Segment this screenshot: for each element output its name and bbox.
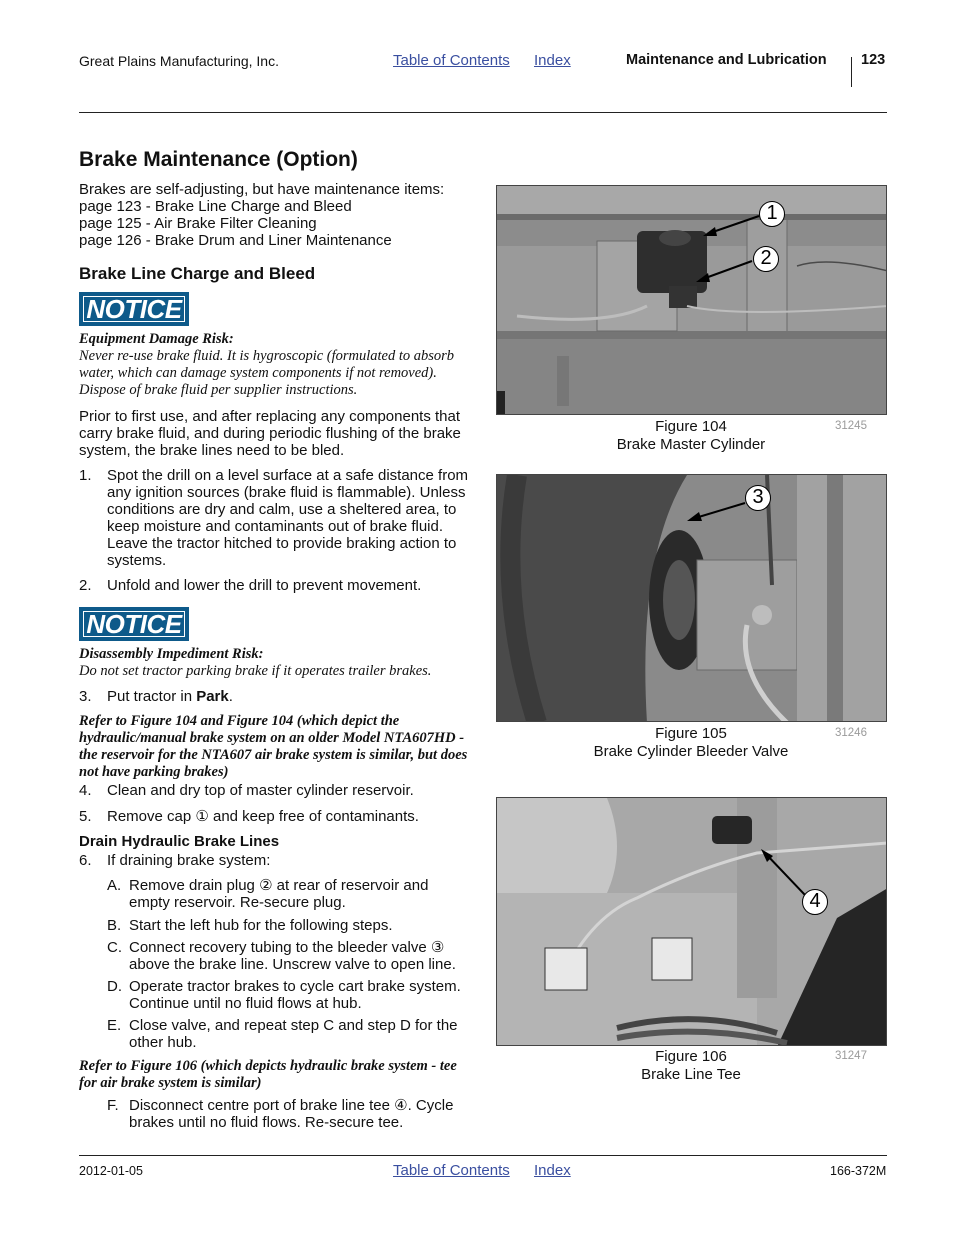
prior-paragraph: Prior to first use, and after replacing any components that carry brake fluid, and during periodic flushing of the brake system, the brake lines need to be bled. [79,408,461,459]
footer-index-link[interactable]: Index [534,1162,571,1179]
intro-line: page 123 - Brake Line Charge and Bleed [79,198,352,215]
refer-figure-note: Refer to Figure 104 and Figure 104 (which depict the hydraulic/manual brake system on an older Model NTA607HD - the reservoir for the NTA607 air brake system is similar, but does not have parking brakes) [79,713,468,780]
notice-text: Never re-use brake fluid. It is hygroscopic (formulated to absorb water, which can damage system components if not removed). Dispose of brake fluid per supplier instructions. [79,348,455,398]
substep-text: Connect recovery tubing to the bleeder valve ③ above the brake line. Unscrew valve to open line. [129,939,456,973]
step-text: Spot the drill on a level surface at a safe distance from any ignition sources (brake fluid is flammable). Unless conditions are dry and calm, use a sheltered area, to keep moisture and contaminants out of brake fluid. Leave the tractor hitched to provide braking action to systems. [107,467,469,569]
notice-heading: Disassembly Impediment Risk: [79,646,264,662]
figure-id: 31245 [835,420,867,432]
callout-leaders [497,798,887,1046]
step-text: Unfold and lower the drill to prevent movement. [107,577,422,594]
footer-doc-number: 166-372M [830,1164,887,1178]
drain-heading: Drain Hydraulic Brake Lines [79,833,280,850]
step-number: 2. [79,577,92,594]
footer-rule [79,1155,887,1156]
callout-3: 3 [745,485,771,511]
figure-label: Figure 106 [655,1048,727,1065]
figure-title: Brake Master Cylinder [616,436,766,453]
figure-id: 31246 [835,727,867,739]
figure-caption [560,1048,822,1084]
figure-106-photo [496,797,887,1046]
substep-text: Remove drain plug ② at rear of reservoir and empty reservoir. Re-secure plug. [129,877,429,911]
callout-4: 4 [802,889,828,915]
step-number: 5. [79,808,92,825]
substep-letter: C. [107,939,122,956]
company-name: Great Plains Manufacturing, Inc. [79,53,279,69]
substep-text: Disconnect centre port of brake line tee ④. Cycle brakes until no fluid flows. Re-secure tee. [129,1097,454,1131]
step-number: 4. [79,782,92,799]
notice-text: Do not set tractor parking brake if it operates trailer brakes. [79,663,432,679]
substep-letter: B. [107,917,122,934]
substep-letter: E. [107,1017,122,1034]
callout-2: 2 [753,246,779,272]
intro-line: page 126 - Brake Drum and Liner Maintenance [79,232,392,249]
header-rule [79,112,887,113]
step-text-part: . [228,688,233,705]
figure-caption [560,418,822,454]
substep-text: Close valve, and repeat step C and step D for the other hub. [129,1017,458,1051]
figure-label: Figure 105 [655,725,727,742]
step-text: Remove cap ① and keep free of contaminants. [107,808,419,825]
intro-line: Brakes are self-adjusting, but have maintenance items: [79,181,445,198]
figure-label: Figure 104 [655,418,727,435]
park-emphasis: Park [196,688,229,705]
intro-block [79,181,479,249]
notice-badge: NOTICE [79,607,189,641]
footer-toc-link[interactable]: Table of Contents [393,1162,510,1179]
callout-leaders [497,475,887,722]
refer-figure-note: Refer to Figure 106 (which depicts hydraulic brake system - tee for air brake system is similar) [79,1058,457,1091]
figure-title: Brake Line Tee [641,1066,741,1083]
substep-text: Operate tractor brakes to cycle cart brake system. Continue until no fluid flows at hub. [129,978,461,1012]
figure-caption [560,725,822,761]
intro-line: page 125 - Air Brake Filter Cleaning [79,215,317,232]
header-divider [851,57,852,87]
substep-text: Start the left hub for the following steps. [129,917,393,934]
step-number: 1. [79,467,92,484]
page-title: Brake Maintenance (Option) [79,148,358,171]
figure-105-photo [496,474,887,722]
page-number: 123 [861,52,886,68]
step-text: If draining brake system: [107,852,271,869]
figure-id: 31247 [835,1050,867,1062]
figure-104-photo [496,185,887,415]
step-text-part: Put tractor in [107,688,197,705]
substep-letter: D. [107,978,122,995]
step-number: 6. [79,852,92,869]
notice-badge: NOTICE [79,292,189,326]
header-toc-link[interactable]: Table of Contents [393,52,510,69]
step-text [107,688,469,705]
notice-heading: Equipment Damage Risk: [79,331,234,347]
step-number: 3. [79,688,92,705]
header-index-link[interactable]: Index [534,52,571,69]
step-text: Clean and dry top of master cylinder reservoir. [107,782,414,799]
section-title: Maintenance and Lubrication [626,52,827,68]
section-subtitle: Brake Line Charge and Bleed [79,264,316,283]
callout-1: 1 [759,201,785,227]
figure-title: Brake Cylinder Bleeder Valve [593,743,789,760]
substep-letter: F. [107,1097,119,1114]
substep-letter: A. [107,877,122,894]
footer-date: 2012-01-05 [79,1164,143,1178]
callout-leaders [497,186,887,415]
